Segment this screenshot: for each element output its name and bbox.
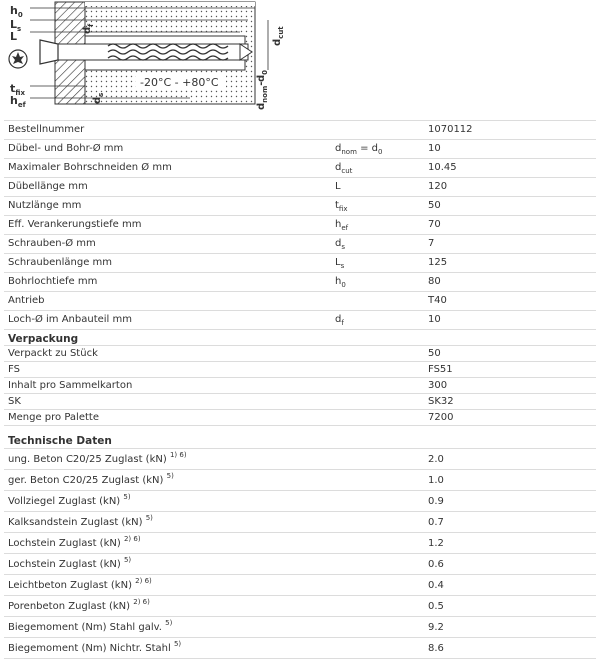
label-l: L <box>10 30 18 43</box>
label-dcut: $d_{cut}$ <box>272 26 285 46</box>
technical-row: ung. Beton C20/25 Zuglast (kN) $^{1) 6)}$ 2.0 <box>4 448 596 470</box>
spec-row: Bohrlochtiefe mm $h_0$ 80 <box>4 273 596 292</box>
spec-row: Antrieb T40 <box>4 292 596 311</box>
label-dnom: $d_{nom}-$ <box>256 81 269 110</box>
spec-row: Maximaler Bohrschneiden Ø mm $d_{cut}$ 10.45 <box>4 159 596 178</box>
packaging-row: SK SK32 <box>4 394 596 410</box>
label-h0: $h_0$ <box>10 4 23 19</box>
technical-row: Lochstein Zuglast (kN) $^{2) 6)}$ 1.2 <box>4 533 596 554</box>
packaging-row: Menge pro Palette 7200 <box>4 410 596 426</box>
label-ds: $d_s$ <box>92 92 105 104</box>
technical-row: Lochstein Zuglast (kN) $^{5)}$ 0.6 <box>4 554 596 575</box>
label-df: $d_f$ <box>82 23 95 34</box>
torx-drive-icon <box>9 50 27 68</box>
technical-row: Biegemoment (Nm) Nichtr. Stahl $^{5)}$ 8.6 <box>4 638 596 659</box>
anchor-installation-diagram <box>0 0 290 112</box>
technical-table <box>4 448 596 659</box>
technical-row: Porenbeton Zuglast (kN) $^{2) 6)}$ 0.5 <box>4 596 596 617</box>
technical-row: ger. Beton C20/25 Zuglast (kN) $^{5)}$ 1.0 <box>4 470 596 491</box>
label-hef: $h_{ef}$ <box>10 94 26 109</box>
technical-row: Kalksandstein Zuglast (kN) $^{5)}$ 0.7 <box>4 512 596 533</box>
spec-row: Dübel- und Bohr-Ø mm $d_{nom} = d_0$ 10 <box>4 140 596 159</box>
packaging-table <box>4 345 596 426</box>
temperature-range: -20°C - +80°C <box>140 76 219 89</box>
label-ls: $L_s$ <box>10 18 22 33</box>
spec-row: Schrauben-Ø mm $d_s$ 7 <box>4 235 596 254</box>
spec-row: Loch-Ø im Anbauteil mm $d_f$ 10 <box>4 311 596 330</box>
packaging-row: Verpackt zu Stück 50 <box>4 345 596 362</box>
label-tfix: $t_{fix}$ <box>10 82 25 97</box>
technical-row: Leichtbeton Zuglast (kN) $^{2) 6)}$ 0.4 <box>4 575 596 596</box>
spec-row: Eff. Verankerungstiefe mm $h_{ef}$ 70 <box>4 216 596 235</box>
label-d0: $d_0$ <box>256 69 269 82</box>
spec-row: Nutzlänge mm $t_{fix}$ 50 <box>4 197 596 216</box>
packaging-row: Inhalt pro Sammelkarton 300 <box>4 378 596 394</box>
specs-table <box>4 120 596 330</box>
section-title-technical: Technische Daten <box>8 435 112 447</box>
technical-row: Vollziegel Zuglast (kN) $^{5)}$ 0.9 <box>4 491 596 512</box>
technical-row: Biegemoment (Nm) Stahl galv. $^{5)}$ 9.2 <box>4 617 596 638</box>
spec-row: Bestellnummer 1070112 <box>4 120 596 140</box>
packaging-row: FS FS51 <box>4 362 596 378</box>
spec-row: Dübellänge mm L 120 <box>4 178 596 197</box>
spec-row: Schraubenlänge mm $L_s$ 125 <box>4 254 596 273</box>
section-title-packaging: Verpackung <box>8 333 79 345</box>
